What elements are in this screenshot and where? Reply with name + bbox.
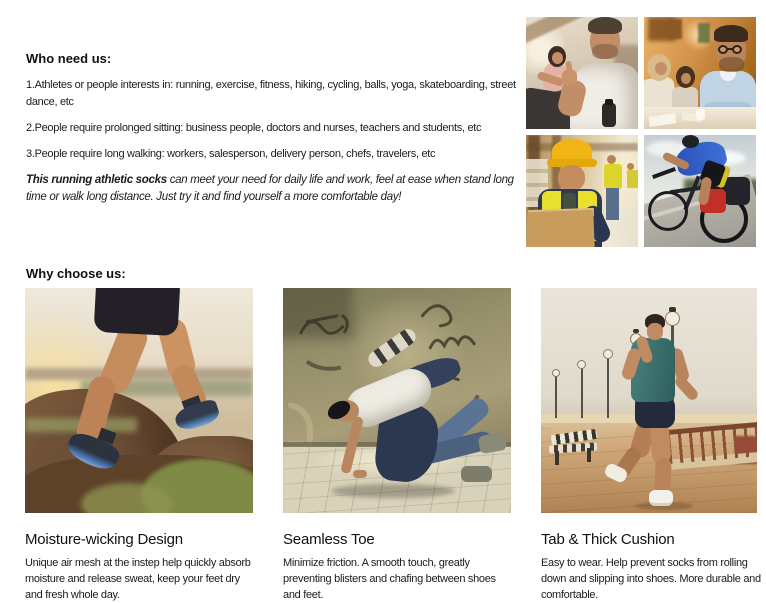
feature-title-tab-cushion: Tab & Thick Cushion <box>541 531 675 548</box>
runner-right-shoe <box>173 398 222 433</box>
runner-navy-shorts <box>635 398 675 428</box>
bench-leg-2 <box>587 448 591 462</box>
glasses-bridge <box>727 48 733 50</box>
lamp-cap-2 <box>633 329 639 333</box>
gym-man-beard <box>592 44 618 59</box>
runner-face <box>647 323 663 340</box>
cyclist-photo <box>644 135 756 247</box>
dancer-shoe-2 <box>461 466 492 482</box>
who-item-long-walking: 3.People require long walking: workers, salesperson, delivery person, chefs, travelers, etc <box>26 148 436 160</box>
bike-handlebar <box>652 167 676 179</box>
warehouse-worker-photo <box>526 135 638 247</box>
distant-hills <box>25 368 253 380</box>
lamppost-5 <box>555 376 557 418</box>
runner-front-shoe <box>649 490 673 506</box>
colleague-blonde-face <box>655 62 667 75</box>
who-need-us-heading: Who need us: <box>26 51 112 66</box>
cyclist-helmet <box>682 135 699 148</box>
businessman-beard <box>719 57 744 72</box>
shaker-bottle <box>602 103 616 127</box>
lamp-globe-4 <box>577 360 586 369</box>
street-dance-photo <box>283 288 511 513</box>
lamp-globe-5 <box>552 369 560 377</box>
lamp-globe-1 <box>665 311 680 326</box>
feature-description-tab-cushion: Easy to wear. Help prevent socks from rolling down and slipping into shoes. More durable and comfortable. <box>541 557 761 601</box>
second-worker-head <box>607 155 616 164</box>
dancer-hand <box>353 470 367 478</box>
product-intro-text <box>26 172 528 206</box>
glasses-right-lens <box>732 45 742 54</box>
who-need-us-section <box>26 50 528 215</box>
businessman-hair <box>714 25 748 42</box>
lamppost-4 <box>581 368 583 418</box>
lamppost-3 <box>607 358 609 418</box>
lifestyle-photo-grid <box>526 17 756 247</box>
black-pannier-bag <box>724 177 750 205</box>
cardboard-box <box>527 210 594 247</box>
colleague-dark-face <box>681 73 691 84</box>
gym-man-hair <box>588 17 622 34</box>
second-worker-vest <box>604 164 622 189</box>
intro-lead-bold: This running athletic socks <box>26 174 167 186</box>
feature-title-seamless-toe: Seamless Toe <box>283 531 375 548</box>
feature-description-seamless-toe: Minimize friction. A smooth touch, greatly preventing blisters and chafing between shoes and feet. <box>283 557 496 601</box>
third-worker-vest <box>627 170 638 188</box>
who-item-prolonged-sitting: 2.People require prolonged sitting: business people, doctors and nurses, teachers and students, etc <box>26 122 482 134</box>
lamp-globe-3 <box>603 349 613 359</box>
office-plant <box>698 23 710 43</box>
dancer-shadow <box>331 484 455 498</box>
worker-face <box>558 165 585 191</box>
bike-front-wheel <box>648 191 688 231</box>
feature-cards <box>25 288 766 603</box>
third-worker-head <box>627 163 634 170</box>
feature-card-moisture-wicking <box>25 288 253 603</box>
gym-exercise-photo <box>526 17 638 129</box>
trail-running-legs-photo <box>25 288 253 513</box>
intro-rest-text: can meet your need for daily life and work, feel at ease when stand long time or walk long distance. Just try it and find yourself a more comfortable day! <box>26 174 514 203</box>
office-background-frame <box>668 19 682 39</box>
why-choose-us-heading: Why choose us: <box>26 266 126 281</box>
shaker-bottle-cap <box>605 99 613 105</box>
gym-man-thumbs-up <box>565 61 573 74</box>
lamp-cap-1 <box>669 307 676 312</box>
worker-inner-shirt <box>563 193 576 210</box>
who-item-athletes: 1.Athletes or people interests in: running, exercise, fitness, hiking, cycling, balls, yoga, skateboarding, street dance, etc <box>26 79 516 108</box>
second-worker-jeans <box>606 188 619 220</box>
feature-description-moisture-wicking: Unique air mesh at the instep help quickly absorb moisture and release sweat, keep your feet dry and fresh whole day. <box>25 557 251 601</box>
runner-black-shorts <box>94 288 181 336</box>
coffee-cup <box>696 109 705 120</box>
bench-leg <box>555 451 559 465</box>
feature-card-tab-cushion <box>541 288 766 603</box>
office-sitting-photo <box>644 17 756 129</box>
gym-woman-face <box>552 52 563 64</box>
feature-card-seamless-toe <box>283 288 511 603</box>
feature-title-moisture-wicking: Moisture-wicking Design <box>25 531 183 548</box>
promenade-running-photo <box>541 288 757 513</box>
